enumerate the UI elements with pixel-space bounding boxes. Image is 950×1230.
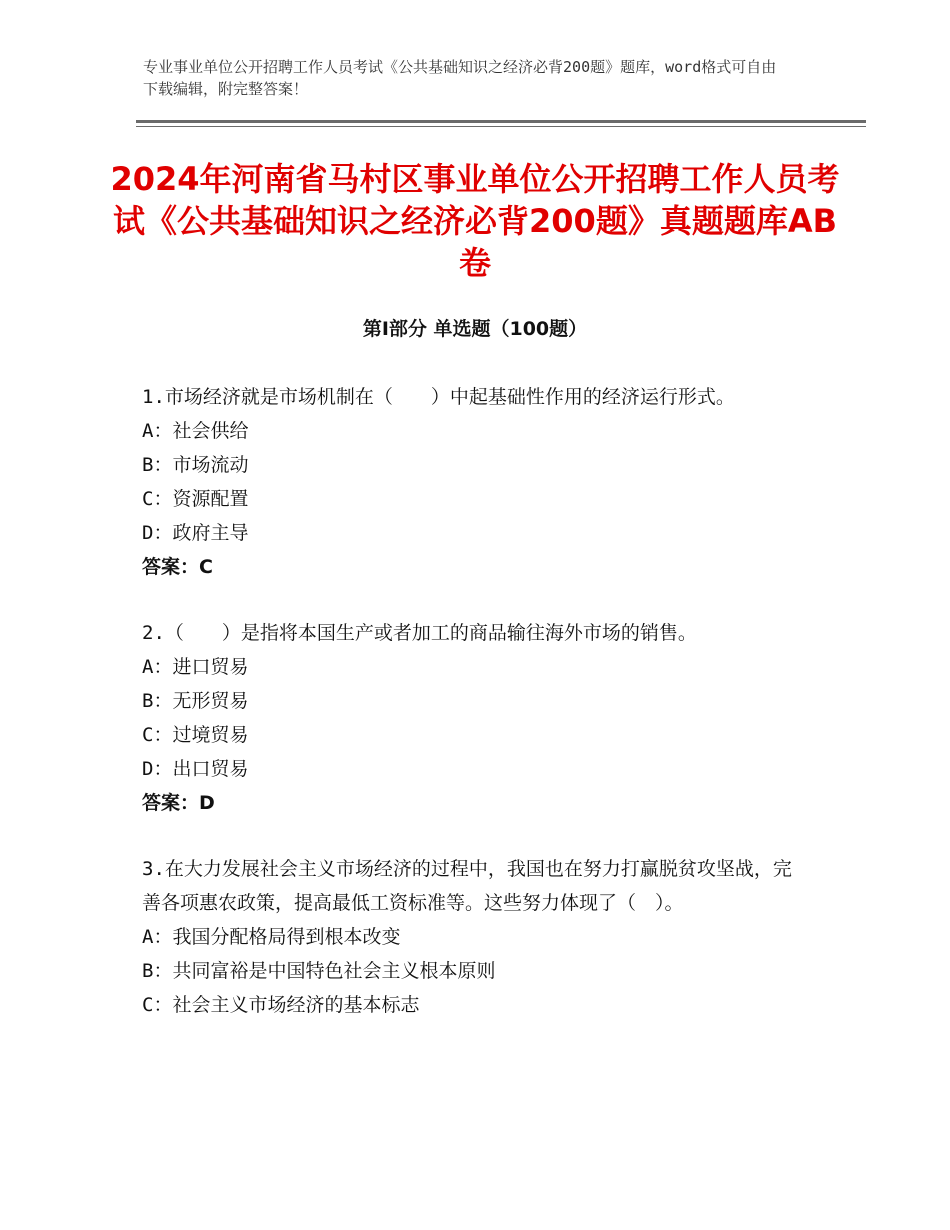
option-a: A：我国分配格局得到根本改变 <box>142 926 401 948</box>
option-d: D：政府主导 <box>142 522 249 544</box>
question-1 <box>142 380 802 584</box>
option-b: B：共同富裕是中国特色社会主义根本原则 <box>142 960 496 982</box>
option-d: D：出口贸易 <box>142 758 249 780</box>
option-b: B：市场流动 <box>142 454 249 476</box>
question-stem: 2.（ ）是指将本国生产或者加工的商品输往海外市场的销售。 <box>142 622 697 644</box>
header-note: 专业事业单位公开招聘工作人员考试《公共基础知识之经济必背200题》题库，word格式可自由下载编辑，附完整答案！ <box>143 58 777 98</box>
header-divider <box>136 120 866 123</box>
part-heading: 第Ⅰ部分 单选题（100题） <box>362 318 588 340</box>
question-stem: 1.市场经济就是市场机制在（ ）中起基础性作用的经济运行形式。 <box>142 386 735 408</box>
question-2 <box>142 616 802 820</box>
option-a: A：进口贸易 <box>142 656 249 678</box>
question-stem: 3.在大力发展社会主义市场经济的过程中，我国也在努力打赢脱贫攻坚战，完善各项惠农政策，提高最低工资标准等。这些努力体现了（ ）。 <box>142 858 792 914</box>
answer: 答案：C <box>142 556 213 578</box>
option-c: C：过境贸易 <box>142 724 249 746</box>
question-list <box>142 380 802 1054</box>
option-b: B：无形贸易 <box>142 690 249 712</box>
answer: 答案：D <box>142 792 215 814</box>
option-c: C：资源配置 <box>142 488 249 510</box>
document-title: 2024年河南省马村区事业单位公开招聘工作人员考试《公共基础知识之经济必背200题》真题题库AB卷 <box>110 160 840 282</box>
question-3 <box>142 852 802 1022</box>
option-c: C：社会主义市场经济的基本标志 <box>142 994 420 1016</box>
header-divider-thin <box>136 126 866 127</box>
option-a: A：社会供给 <box>142 420 249 442</box>
